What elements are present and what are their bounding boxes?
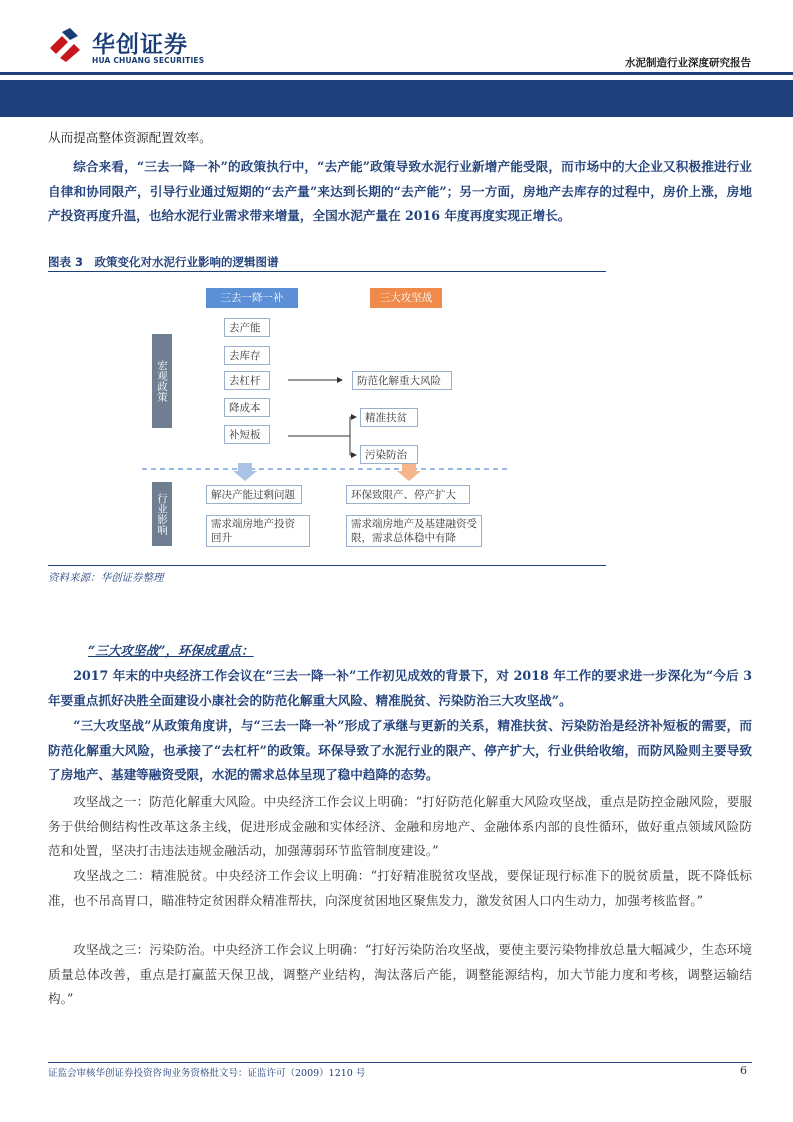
brand-name-en: HUA CHUANG SECURITIES bbox=[92, 56, 205, 65]
header-rule bbox=[0, 72, 793, 75]
down-arrow-right-icon bbox=[397, 463, 421, 481]
industry-impact-label: 行业影响 bbox=[152, 482, 172, 546]
poverty-box: 精准扶贫 bbox=[360, 408, 418, 427]
impact-left-2: 需求端房地产投资回升 bbox=[206, 515, 310, 547]
paragraph-battle-1: 攻坚战之一：防范化解重大风险。中央经济工作会议上明确：“打好防范化解重大风险攻坚战，重点是防控金融风险，要服务于供给侧结构性改革这条主线，促进形成金融和实体经济、金融和房地产、金融体系内部的良性循环，做好重点领域风险防范和处置，坚决打击违法违规金融活动，加强薄弱环节监管制度建设。” bbox=[48, 794, 752, 858]
figure-bottom-rule bbox=[48, 565, 606, 566]
impact-left-1: 解决产能过剩问题 bbox=[206, 485, 302, 504]
left-header-box: 三去一降一补 bbox=[206, 288, 298, 308]
header-band bbox=[0, 80, 793, 117]
figure-top-rule bbox=[48, 271, 606, 272]
footer-license: 证监会审核华创证券投资咨询业务资格批文号：证监许可（2009）1210 号 bbox=[48, 1068, 366, 1079]
macro-policy-label: 宏观政策 bbox=[152, 334, 172, 428]
footer-rule bbox=[48, 1062, 752, 1063]
down-arrow-left-icon bbox=[233, 463, 257, 481]
policy-item: 降成本 bbox=[224, 398, 270, 417]
figure-caption: 图表 3 政策变化对水泥行业影响的逻辑图谱 bbox=[48, 255, 279, 269]
pollution-box: 污染防治 bbox=[360, 445, 418, 464]
paragraph-battle-2: 攻坚战之二：精准脱贫。中央经济工作会议上明确：“打好精准脱贫攻坚战，要保证现行标准下的脱贫质量，既不降低标准，也不吊高胃口，瞄准特定贫困群众精准帮扶，向深度贫困地区聚焦发力，激发贫困人口内生动力，加强考核监督。” bbox=[48, 868, 752, 908]
paragraph-summary: 综合来看，“三去一降一补”的政策执行中，“去产能”政策导致水泥行业新增产能受限，而市场中的大企业又积极推进行业自律和协同限产，引导行业通过短期的“去产量”来达到长期的“去产能”；另一方面，房地产去库存的过程中，房价上涨，房地产投资再度升温，也给水泥行业需求带来增量，全国水泥产量在 2016 年度再度实现正增长。 bbox=[48, 159, 752, 223]
brand-name-cn: 华创证券 bbox=[92, 32, 188, 58]
section-heading: “三大攻坚战”，环保成重点： bbox=[88, 643, 254, 658]
policy-item: 去库存 bbox=[224, 346, 270, 365]
report-title: 水泥制造行业深度研究报告 bbox=[625, 57, 751, 69]
policy-item: 去产能 bbox=[224, 318, 270, 337]
paragraph-conference: 2017 年末的中央经济工作会议在“三去一降一补”工作初见成效的背景下，对 2018 年工作的要求进一步深化为“今后 3 年要重点抓好决胜全面建设小康社会的防范化解重大风险、精准脱贫、污染防治三大攻坚战”。 bbox=[48, 668, 752, 708]
policy-item: 补短板 bbox=[224, 425, 270, 444]
brand-logo-icon bbox=[48, 28, 84, 62]
policy-item: 去杠杆 bbox=[224, 371, 270, 390]
diagram-connectors bbox=[140, 282, 520, 552]
page-number: 6 bbox=[740, 1064, 747, 1077]
risk-box: 防范化解重大风险 bbox=[352, 371, 452, 390]
paragraph-1: 从而提高整体资源配置效率。 bbox=[48, 130, 212, 145]
paragraph-battle-3: 攻坚战之三：污染防治。中央经济工作会议上明确：“打好污染防治攻坚战，要使主要污染物排放总量大幅减少，生态环境质量总体改善，重点是打赢蓝天保卫战，调整产业结构，淘汰落后产能，调整能源结构，加大节能力度和考核，调整运输结构。” bbox=[48, 942, 752, 1006]
paragraph-three-battles: “三大攻坚战”从政策角度讲，与“三去一降一补”形成了承继与更新的关系，精准扶贫、污染防治是经济补短板的需要，而防范化解重大风险，也承接了“去杠杆”的政策。环保导致了水泥行业的限产、停产扩大，行业供给收缩，而防风险则主要导致了房地产、基建等融资受限，水泥的需求总体呈现了稳中趋降的态势。 bbox=[48, 718, 752, 782]
policy-logic-diagram bbox=[140, 282, 520, 552]
impact-right-2: 需求端房地产及基建融资受限，需求总体稳中有降 bbox=[346, 515, 482, 547]
right-header-box: 三大攻坚战 bbox=[370, 288, 442, 308]
impact-right-1: 环保致限产、停产扩大 bbox=[346, 485, 470, 504]
source-note: 资料来源：华创证券整理 bbox=[48, 572, 164, 584]
